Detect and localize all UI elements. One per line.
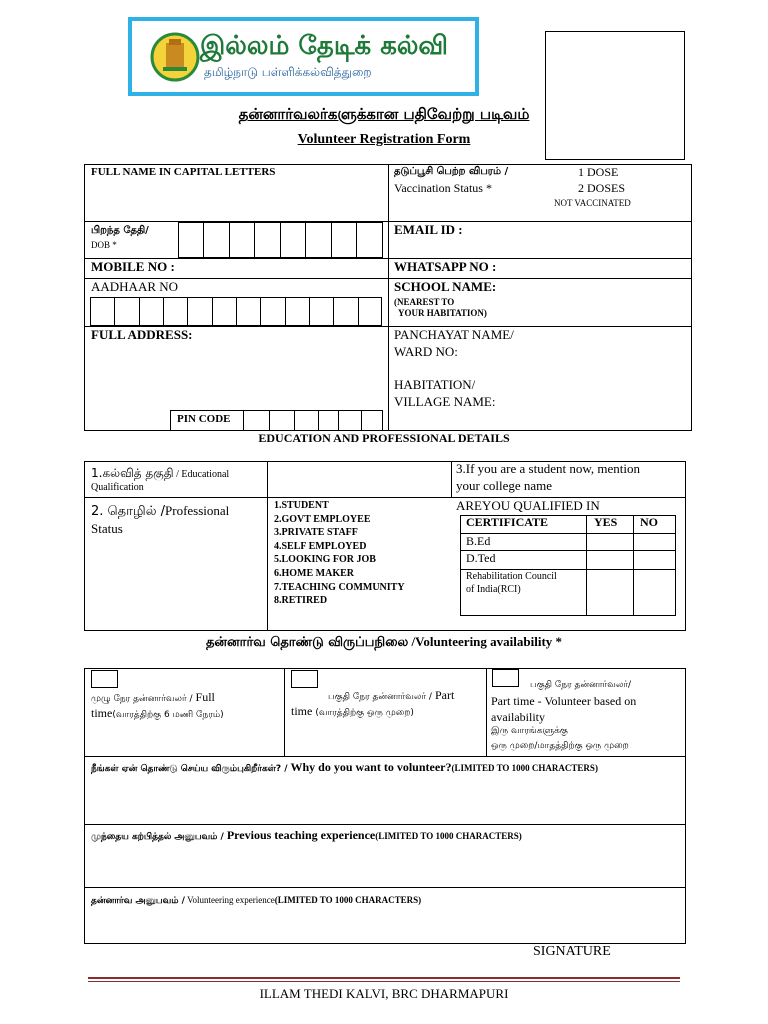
vaccination-label-en: Vaccination Status * — [394, 181, 492, 195]
teaching-experience-label: முந்தைய கற்பித்தல் அனுபவம் / Previous teaching experience(LIMITED TO 1000 CHARACTERS) — [91, 828, 522, 842]
vaccine-option-1dose[interactable]: 1 DOSE — [578, 165, 619, 179]
village-label: VILLAGE NAME: — [394, 394, 496, 409]
form-title-tamil: தன்னார்வலர்களுக்கான பதிவேற்று படிவம் — [238, 105, 530, 123]
vaccine-option-not-vaccinated[interactable]: NOT VACCINATED — [554, 198, 631, 208]
parttime-availability-label-3: இரு வாரங்களுக்கு — [491, 726, 568, 736]
full-name-label: FULL NAME IN CAPITAL LETTERS — [91, 166, 276, 178]
habitation-label: HABITATION/ — [394, 377, 476, 392]
student-question-2: your college name — [456, 478, 553, 493]
rci-label-1: Rehabilitation Council — [466, 571, 557, 582]
status-option[interactable]: 5.LOOKING FOR JOB — [274, 554, 376, 566]
profession-label: 2. தொழில் /Professional — [91, 503, 230, 519]
certificate-row: D.Ted — [466, 551, 496, 565]
ward-label: WARD NO: — [394, 344, 458, 359]
footer-text: ILLAM THEDI KALVI, BRC DHARMAPURI — [259, 986, 509, 1001]
no-header: NO — [640, 515, 658, 529]
parttime-weekly-label: பகுதி நேர தன்னார்வலர் / Part — [328, 688, 455, 702]
parttime-availability-label-1: Part time - Volunteer based on — [491, 694, 637, 708]
pincode-label: PIN CODE — [177, 413, 231, 425]
profession-label-2: Status — [91, 521, 123, 536]
parttime-weekly-checkbox[interactable] — [291, 670, 318, 688]
signature-label: SIGNATURE — [533, 944, 611, 959]
qualification-label: 1.கல்வித் தகுதி / Educational — [91, 466, 230, 480]
volunteering-experience-label: தன்னார்வ அனுபவம் / Volunteering experience(LIMITED TO 1000 CHARACTERS) — [91, 895, 422, 906]
status-option[interactable]: 2.GOVT EMPLOYEE — [274, 513, 371, 525]
aadhaar-label: AADHAAR NO — [91, 279, 179, 294]
email-label: EMAIL ID : — [394, 222, 463, 237]
student-question-1: 3.If you are a student now, mention — [456, 461, 640, 476]
fulltime-checkbox[interactable] — [91, 670, 118, 688]
certificate-header: CERTIFICATE — [466, 515, 549, 529]
qualified-question: AREYOU QUALIFIED IN — [456, 498, 600, 513]
education-heading: EDUCATION AND PROFESSIONAL DETAILS — [258, 431, 510, 445]
footer-divider-thin — [88, 981, 680, 982]
mobile-label: MOBILE NO : — [91, 259, 175, 274]
dob-label-ta: பிறந்த தேதி/ — [91, 225, 149, 236]
status-option[interactable]: 3.PRIVATE STAFF — [274, 527, 358, 539]
tn-emblem-icon — [150, 31, 200, 83]
status-option[interactable]: 1.STUDENT — [274, 500, 329, 511]
certificate-row: B.Ed — [466, 534, 491, 548]
parttime-availability-label-4: ஒரு முறை/மாதத்திற்கு ஒரு முறை — [491, 741, 629, 751]
availability-heading: தன்னார்வ தொண்டு விருப்பநிலை /Volunteering availability * — [205, 634, 563, 650]
logo-subtitle: தமிழ்நாடு பள்ளிக்கல்வித்துறை — [204, 65, 372, 79]
panchayat-label: PANCHAYAT NAME/ — [394, 327, 514, 342]
fulltime-label-2: time(வாரத்திற்கு 6 மணி நேரம்) — [91, 706, 224, 720]
school-label: SCHOOL NAME: — [394, 279, 497, 294]
status-options-list — [274, 499, 405, 608]
whatsapp-label: WHATSAPP NO : — [394, 259, 497, 274]
yes-header: YES — [594, 515, 618, 529]
logo-banner — [128, 17, 479, 96]
teaching-experience-answer-area[interactable] — [86, 843, 684, 886]
status-option[interactable]: 8.RETIRED — [274, 595, 328, 607]
form-title-english: Volunteer Registration Form — [297, 132, 471, 147]
status-option[interactable]: 6.HOME MAKER — [274, 567, 354, 579]
status-option[interactable]: 7.TEACHING COMMUNITY — [274, 581, 405, 593]
why-volunteer-label: நீங்கள் ஏன் தொண்டு செய்ய விரும்புகிறீர்கள்? / Why do you want to volunteer?(LIMITED TO 1000 CHARACTERS) — [91, 760, 598, 774]
parttime-availability-checkbox[interactable] — [492, 669, 519, 687]
rci-label-2: of India(RCI) — [466, 584, 521, 595]
school-note-1: (NEAREST TO — [394, 297, 455, 307]
qualification-label-2: Qualification — [91, 482, 144, 493]
why-volunteer-answer-area[interactable] — [86, 775, 684, 823]
dob-label-en: DOB * — [91, 240, 117, 250]
address-label: FULL ADDRESS: — [91, 327, 193, 342]
parttime-availability-label-ta: பகுதி நேர தன்னார்வலர்/ — [530, 680, 632, 690]
footer-divider — [88, 977, 680, 979]
volunteering-experience-answer-area[interactable] — [86, 905, 684, 942]
logo-title: இல்லம் தேடிக் கல்வி — [200, 31, 448, 61]
vaccination-label-ta: தடுப்பூசி பெற்ற விபரம் / — [394, 166, 509, 177]
parttime-availability-label-2: availability — [491, 710, 545, 724]
school-note-2: YOUR HABITATION) — [398, 308, 487, 318]
status-option[interactable]: 4.SELF EMPLOYED — [274, 540, 367, 552]
parttime-weekly-label-2: time (வாரத்திற்கு ஒரு முறை) — [291, 704, 414, 718]
vaccine-option-2doses[interactable]: 2 DOSES — [578, 181, 626, 195]
fulltime-label: முழு நேர தன்னார்வலர் / Full — [91, 690, 215, 704]
